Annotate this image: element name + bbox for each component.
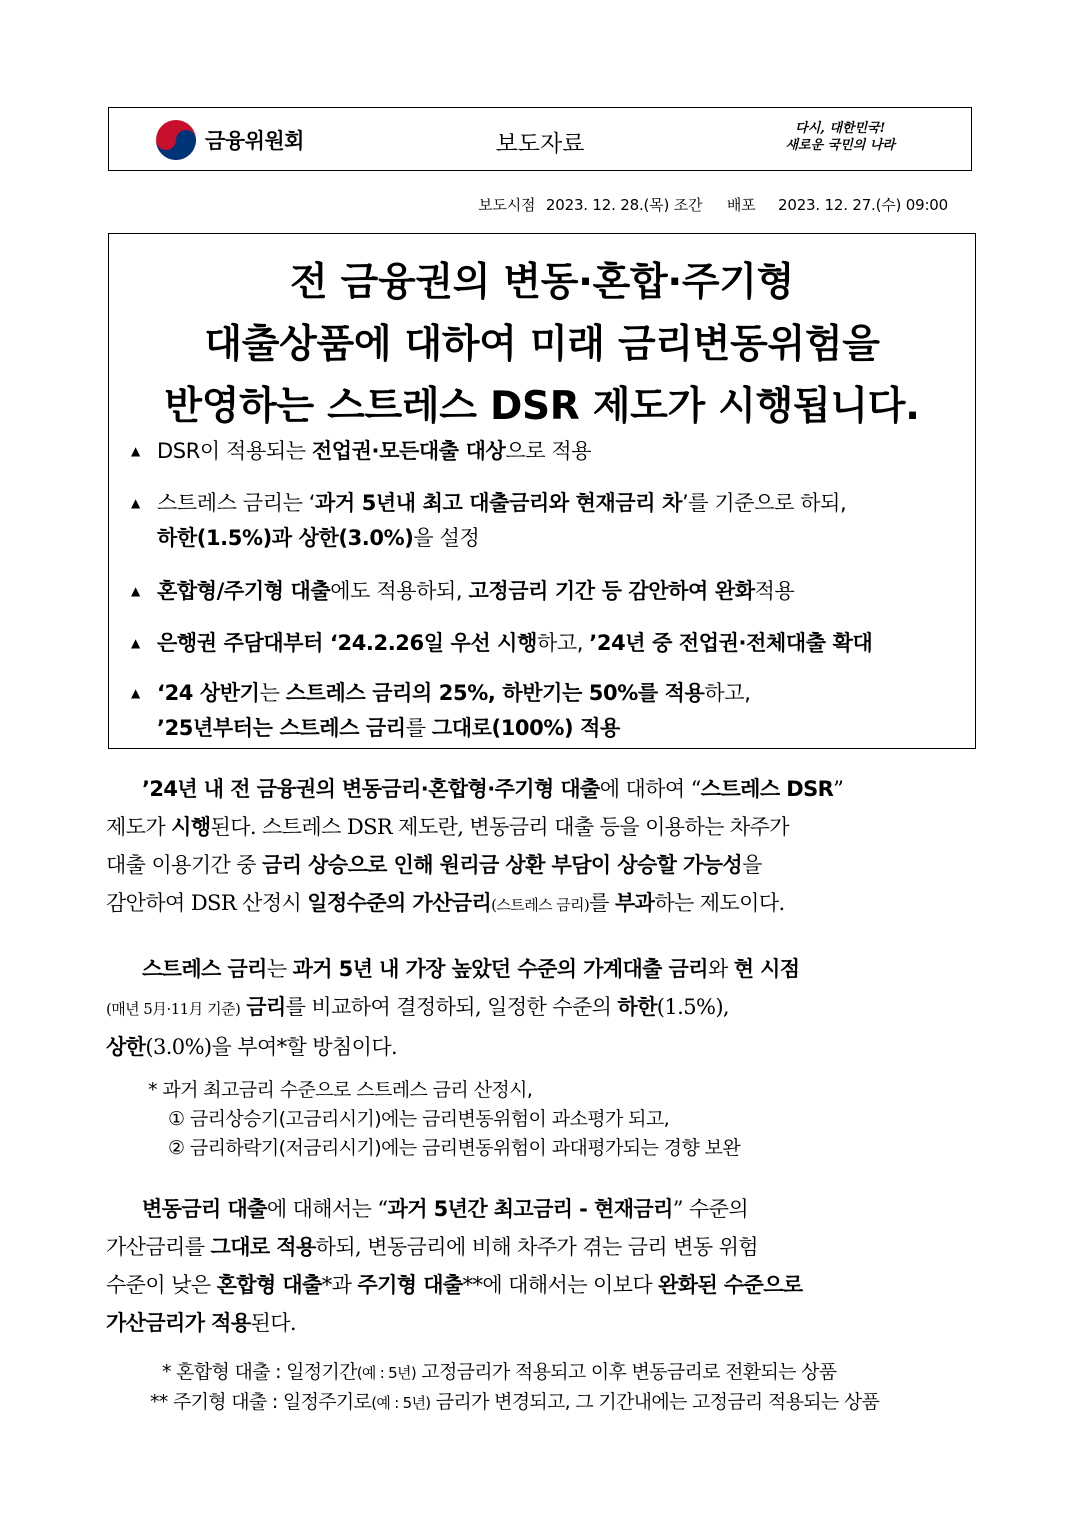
body-paragraph-3: 변동금리 대출에 대해서는 “과거 5년간 최고금리 - 현재금리” 수준의 가산금리를 그대로 적용하되, 변동금리에 비해 차주가 겪는 금리 변동 위험 수준이 낮은 혼합형 대출*과 주기형 대출**에 대해서는 이보다 완화된 수준으로 가산금리가 적용된다.: [106, 1197, 803, 1335]
distribution-label: 배포: [726, 196, 756, 214]
distribution-value: 2023. 12. 27.(수) 09:00: [778, 196, 948, 214]
triangle-bullet-icon: ▲: [131, 686, 140, 700]
triangle-bullet-icon: ▲: [131, 584, 140, 598]
doc-type-label: 보도자료: [495, 131, 585, 157]
note-line: * 과거 최고금리 수준으로 스트레스 금리 산정시,: [148, 1079, 533, 1101]
footnote-line: * 혼합형 대출 : 일정기간(예 : 5년) 고정금리가 적용되고 이후 변동금리로 전환되는 상품: [162, 1361, 837, 1383]
bullet-item: ▲ 은행권 주담대부터 ‘24.2.26일 우선 시행하고, ’24년 중 전업권·전체대출 확대: [131, 626, 967, 661]
release-label: 보도시점: [478, 196, 536, 214]
note-block: [148, 1076, 740, 1163]
footnote-line: ** 주기형 대출 : 일정주기로(예 : 5년) 금리가 변경되고, 그 기간내에는 고정금리 적용되는 상품: [150, 1391, 880, 1413]
summary-box: [108, 233, 976, 749]
slogan-line-1: 다시, 대한민국!: [795, 121, 886, 136]
release-value: 2023. 12. 28.(목) 조간: [545, 196, 703, 214]
headline-line-2: 대출상품에 대하여 미래 금리변동위험을: [204, 322, 880, 367]
body-paragraph-1: ’24년 내 전 금융권의 변동금리·혼합형·주기형 대출에 대하여 “스트레스 DSR” 제도가 시행된다. 스트레스 DSR 제도란, 변동금리 대출 등을 이용하는 차주가 대출 이용기간 중 금리 상승으로 인해 원리금 상환 부담이 상승할 가능성을 감안하여 DSR 산정시 일정수준의 가산금리(스트레스 금리)를 부과하는 제도이다.: [106, 777, 844, 915]
slogan: [785, 120, 895, 154]
bullet-item: ▲ 혼합형/주기형 대출에도 적용하되, 고정금리 기간 등 감안하여 완화적용: [131, 574, 967, 609]
footnotes: [150, 1358, 879, 1418]
embargo-line: [300, 194, 948, 215]
org-name: 금융위원회: [205, 129, 304, 153]
headline-line-1: 전 금융권의 변동·혼합·주기형: [289, 260, 795, 305]
headline-line-3: 반영하는 스트레스 DSR 제도가 시행됩니다.: [164, 384, 920, 429]
body-paragraph-2: 스트레스 금리는 과거 5년 내 가장 높았던 수준의 가계대출 금리와 현 시점 (매년 5月·11月 기준) 금리를 비교하여 결정하되, 일정한 수준의 하한(1.5%), 상한(3.0%)을 부여*할 방침이다.: [106, 957, 800, 1059]
note-line: ② 금리하락기(저금리시기)에는 금리변동위험이 과대평가되는 경향 보완: [168, 1137, 741, 1159]
triangle-bullet-icon: ▲: [131, 636, 140, 650]
headline: [109, 252, 975, 438]
bullet-item: ▲ ‘24 상반기는 스트레스 금리의 25%, 하반기는 50%를 적용하고, ’25년부터는 스트레스 금리를 그대로(100%) 적용: [131, 676, 967, 746]
bullet-item: ▲ DSR이 적용되는 전업권·모든대출 대상으로 적용: [131, 434, 967, 469]
slogan-line-2: 새로운 국민의 나라: [785, 138, 895, 153]
bullet-item: ▲ 스트레스 금리는 ‘과거 5년내 최고 대출금리와 현재금리 차’를 기준으로 하되, 하한(1.5%)과 상한(3.0%)을 설정: [131, 486, 967, 556]
triangle-bullet-icon: ▲: [131, 444, 140, 458]
header-box: [108, 107, 972, 171]
note-line: ① 금리상승기(고금리시기)에는 금리변동위험이 과소평가 되고,: [168, 1108, 670, 1130]
triangle-bullet-icon: ▲: [131, 496, 140, 510]
